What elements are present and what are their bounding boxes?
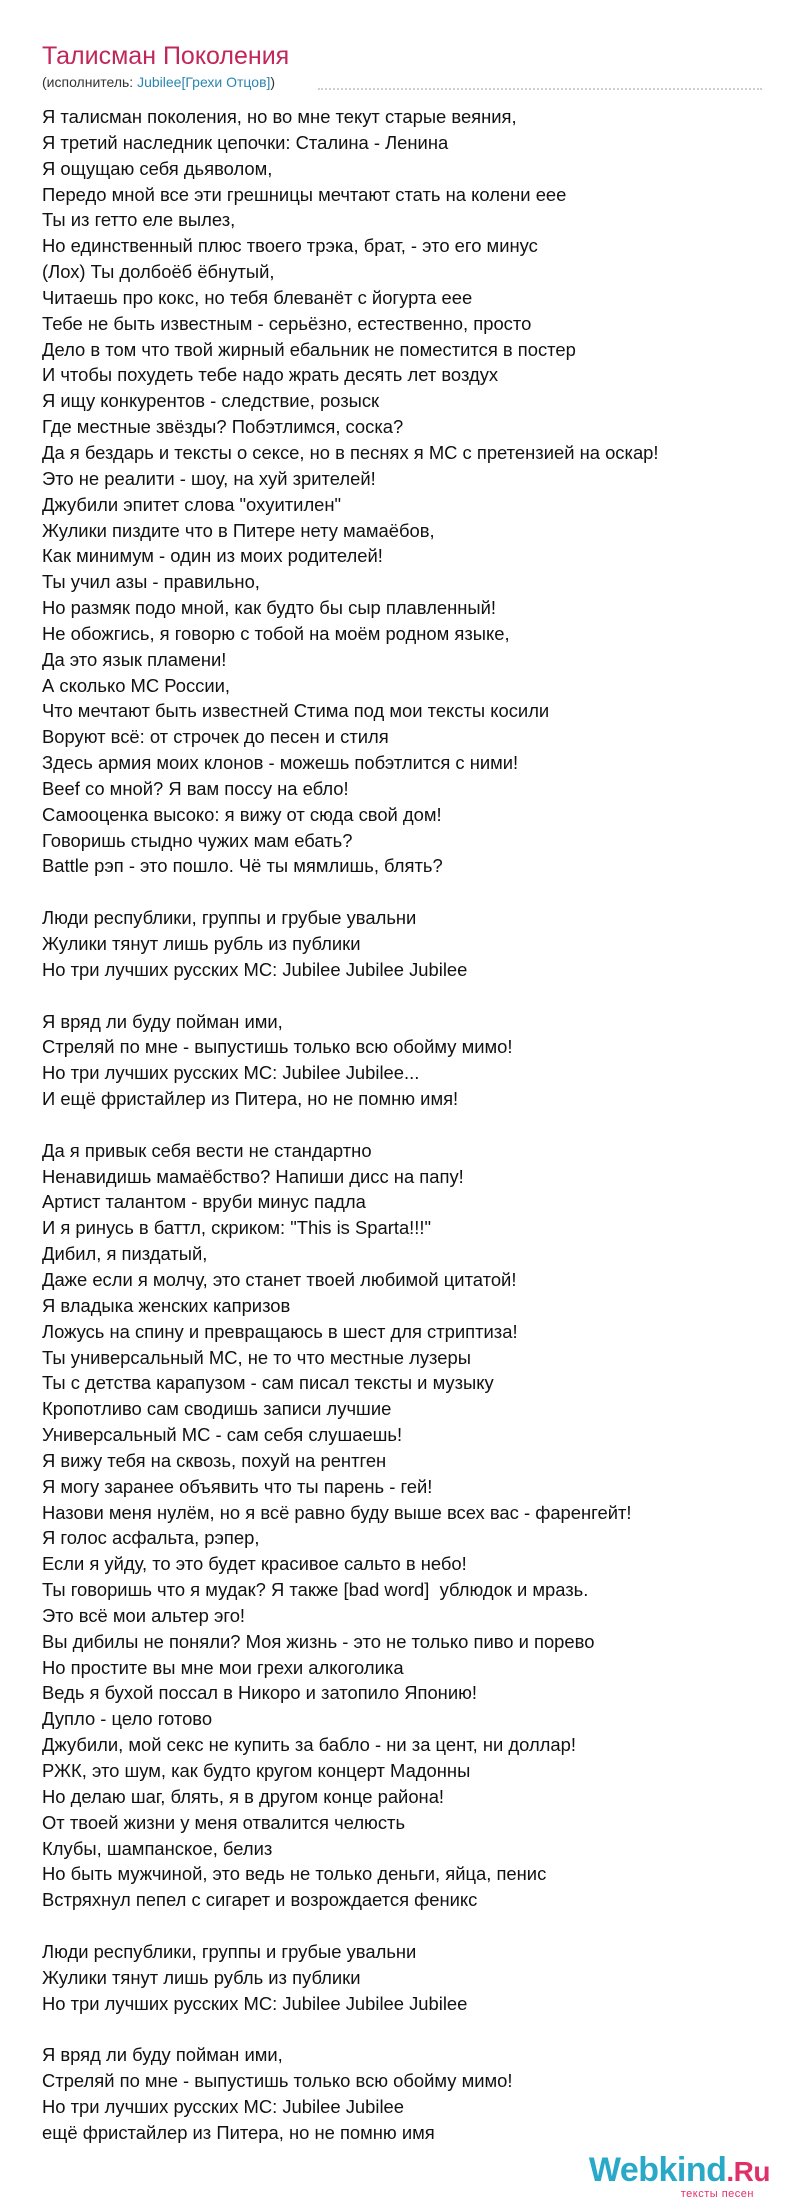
lyric-line: Да я бездарь и тексты о сексе, но в песнях я МС с претензией на оскар! [42, 441, 659, 463]
lyric-line: Но три лучших русских МС: Jubilee Jubilee Jubilee [42, 958, 468, 980]
artist-link[interactable]: Jubilee [137, 74, 182, 90]
performer-prefix: (исполнитель: [42, 74, 138, 90]
lyric-line: Я голос асфальта, рэпер, [42, 1527, 260, 1549]
lyric-line: От твоей жизни у меня отвалится челюсть [42, 1811, 406, 1833]
lyric-line: Встряхнул пепел с сигарет и возрождается феникс [42, 1889, 478, 1911]
lyric-line: Передо мной все эти грешницы мечтают стать на колени еее [42, 183, 567, 205]
lyric-line: Самооценка высоко: я вижу от сюда свой дом! [42, 803, 442, 825]
performer-suffix: ) [270, 74, 276, 90]
lyric-line: Но единственный плюс твоего трэка, брат, - это его минус [42, 235, 538, 257]
lyric-line: Люди республики, группы и грубые увальни [42, 907, 417, 929]
lyric-line: Ты универсальный МС, не то что местные лузеры [42, 1346, 471, 1368]
lyric-line: Если я уйду, то это будет красивое сальто в небо! [42, 1553, 467, 1575]
lyric-line: (Лох) Ты долбоёб ёбнутый, [42, 261, 275, 283]
lyric-line: Это не реалити - шоу, на хуй зрителей! [42, 467, 376, 489]
lyric-line: Жулики тянут лишь рубль из публики [42, 1966, 361, 1988]
site-logo[interactable] [570, 2152, 770, 2198]
lyric-line: Ведь я бухой поссал в Никоро и затопило Японию! [42, 1682, 478, 1704]
lyric-line: Я вряд ли буду пойман ими, [42, 1010, 283, 1032]
lyric-line: Джубили, мой секс не купить за бабло - ни за цент, ни доллар! [42, 1734, 576, 1756]
lyric-line: Ты из гетто еле вылез, [42, 209, 236, 231]
lyric-line: Вы дибилы не поняли? Моя жизнь - это не только пиво и порево [42, 1630, 595, 1652]
logo-word: Webkind [588, 2151, 727, 2189]
song-title: Талисман Поколения [42, 42, 290, 70]
lyric-line: Это всё мои альтер эго! [42, 1604, 246, 1626]
lyric-line: Но быть мужчиной, это ведь не только деньги, яйца, пенис [42, 1863, 547, 1885]
stanza-break [42, 1913, 772, 1939]
lyric-line: Я владыка женских капризов [42, 1294, 291, 1316]
lyric-line: Я ищу конкурентов - следствие, розыск [42, 390, 380, 412]
lyric-line: Да я привык себя вести не стандартно [42, 1139, 372, 1161]
album-link[interactable]: [Грехи Отцов] [181, 74, 271, 90]
lyric-line: Battle рэп - это пошло. Чё ты мямлишь, блять? [42, 855, 443, 877]
lyric-line: Где местные звёзды? Побэтлимся, соска? [42, 416, 404, 438]
lyric-line: Не обожгись, я говорю с тобой на моём родном языке, [42, 622, 510, 644]
lyrics-text [42, 104, 772, 2146]
lyric-line: Даже если я молчу, это станет твоей любимой цитатой! [42, 1268, 517, 1290]
lyric-line: Я талисман поколения, но во мне текут старые веяния, [42, 106, 517, 127]
logo-suffix: .Ru [726, 2156, 770, 2187]
lyric-line: Но простите вы мне мои грехи алкоголика [42, 1656, 404, 1678]
lyric-line: Люди республики, группы и грубые увальни [42, 1940, 417, 1962]
lyric-line: Говоришь стыдно чужих мам ебать? [42, 829, 353, 851]
lyric-line: Дупло - цело готово [42, 1708, 213, 1730]
lyric-line: Жулики тянут лишь рубль из публики [42, 933, 361, 954]
lyric-line: И ещё фристайлер из Питера, но не помню имя! [42, 1088, 459, 1110]
lyric-line: Клубы, шампанское, белиз [42, 1837, 273, 1859]
header-divider [318, 88, 762, 90]
lyric-line: Beef со мной? Я вам поссу на ебло! [42, 777, 349, 799]
lyric-line: Здесь армия моих клонов - можешь побэтлится с ними! [42, 752, 519, 774]
lyric-line: Но три лучших русских МС: Jubilee Jubilee... [42, 1062, 420, 1084]
stanza-break [42, 1112, 772, 1138]
lyric-line: Дело в том что твой жирный ебальник не поместится в постер [42, 338, 576, 360]
lyric-line: Я вижу тебя на сквозь, похуй на рентген [42, 1449, 387, 1471]
lyric-line: Стреляй по мне - выпустишь только всю обойму мимо! [42, 2070, 513, 2092]
lyric-line: Как минимум - один из моих родителей! [42, 545, 383, 567]
lyric-line: Ты говоришь что я мудак? Я также [bad word] ублюдок и мразь. [42, 1579, 589, 1601]
logo-wordmark [589, 2152, 770, 2190]
lyric-line: Читаешь про кокс, но тебя блеванёт с йогурта еее [42, 286, 473, 308]
performer-line [42, 74, 275, 90]
lyric-line: Ненавидишь мамаёбство? Напиши дисс на папу! [42, 1165, 464, 1187]
lyric-line: Что мечтают быть известней Стима под мои тексты косили [42, 700, 550, 722]
lyric-line: Воруют всё: от строчек до песен и стиля [42, 726, 389, 748]
lyric-line: Универсальный МС - сам себя слушаешь! [42, 1424, 403, 1446]
lyric-line: Да это язык пламени! [42, 648, 227, 670]
lyric-line: И я ринусь в баттл, скриком: "This is Sparta!!!" [42, 1217, 432, 1239]
lyric-line: Я ощущаю себя дьяволом, [42, 157, 273, 179]
lyric-line: А сколько МС России, [42, 674, 230, 696]
stanza-break [42, 879, 772, 905]
lyric-line: Я третий наследник цепочки: Сталина - Ленина [42, 131, 449, 153]
lyric-line: Джубили эпитет слова "охуитилен" [42, 493, 342, 515]
lyric-line: Ложусь на спину и превращаюсь в шест для стриптиза! [42, 1320, 518, 1342]
lyric-line: Назови меня нулём, но я всё равно буду выше всех вас - фаренгейт! [42, 1501, 632, 1523]
lyric-line: Артист талантом - вруби минус падла [42, 1191, 366, 1213]
lyric-line: Кропотливо сам сводишь записи лучшие [42, 1398, 392, 1420]
logo-tagline: тексты песен [680, 2188, 754, 2200]
stanza-break [42, 983, 772, 1009]
lyric-line: Тебе не быть известным - серьёзно, естественно, просто [42, 312, 532, 334]
lyric-line: ещё фристайлер из Питера, но не помню имя [42, 2121, 435, 2143]
lyric-line: Ты с детства карапузом - сам писал тексты и музыку [42, 1372, 494, 1394]
lyric-line: Ты учил азы - правильно, [42, 571, 260, 593]
lyric-line: Стреляй по мне - выпустишь только всю обойму мимо! [42, 1036, 513, 1058]
lyric-line: И чтобы похудеть тебе надо жрать десять лет воздух [42, 364, 499, 386]
lyric-line: РЖК, это шум, как будто кругом концерт Мадонны [42, 1760, 471, 1781]
stanza-break [42, 2016, 772, 2042]
lyric-line: Я могу заранее объявить что ты парень - гей! [42, 1475, 433, 1497]
lyric-line: Но три лучших русских МС: Jubilee Jubilee [42, 2095, 405, 2117]
lyric-line: Дибил, я пиздатый, [42, 1243, 208, 1265]
lyric-line: Жулики пиздите что в Питере нету мамаёбов, [42, 519, 435, 541]
lyric-line: Я вряд ли буду пойман ими, [42, 2044, 283, 2066]
lyric-line: Но делаю шаг, блять, я в другом конце района! [42, 1785, 445, 1807]
lyric-line: Но размяк подо мной, как будто бы сыр плавленный! [42, 597, 497, 619]
lyric-line: Но три лучших русских МС: Jubilee Jubilee Jubilee [42, 1992, 468, 2014]
